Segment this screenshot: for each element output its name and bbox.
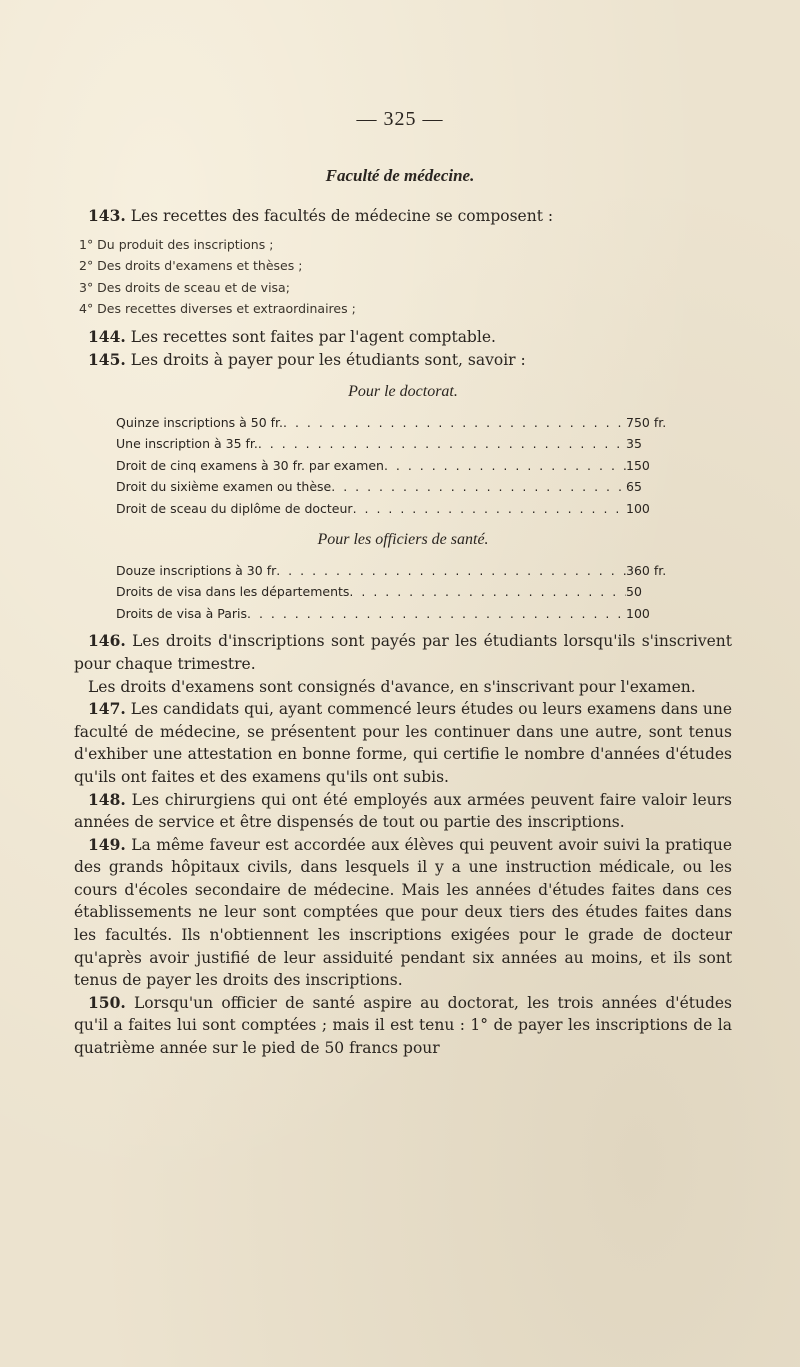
paragraph-145 [74,349,732,372]
list-item: 4° Des recettes diverses et extraordinaires ; [79,301,356,317]
paragraph-text: Lorsqu'un officier de santé aspire au doctorat, les trois années d'études qu'il a faites lui sont comptées ; mais il est tenu : 1° de payer les inscriptions de la quatrième année sur le pied de 50 francs pour [74,993,732,1058]
fee-label: Droits de visa à Paris [116,605,248,621]
fee-row [74,433,668,455]
paragraph-text: Les candidats qui, ayant commencé leurs études ou leurs examens dans une faculté de médecine, se présentent pour les continuer dans une autre, sont tenus d'exhiber une attestation en bonne forme, qui certifie le nombre d'années d'études qu'ils ont faites et des examens qu'ils ont subis. [74,700,733,786]
paragraph-text: Les chirurgiens qui ont été employés aux armées peuvent faire valoir leurs années de service et être dispensés de tout ou partie des inscriptions. [74,790,733,832]
fee-row [74,498,668,520]
fee-value: 35 [626,436,642,452]
fee-value: 50 [626,584,642,600]
section-title: Faculté de médecine. [325,166,475,185]
article-number: 146. [88,631,126,651]
fee-value: 360 fr. [626,562,667,578]
article-number: 143. [88,206,126,225]
page-number: — 325 — [356,108,444,130]
document-body [74,205,732,1060]
fee-row [74,603,668,625]
paragraph-148 [74,789,732,834]
doctorat-subtitle: Pour le doctorat. [348,383,458,401]
fee-label: Droit du sixième examen ou thèse [116,479,332,495]
paragraph-text: Les droits d'inscriptions sont payés par les étudiants lorsqu'ils s'inscrivent pour chaque trimestre. [74,632,732,673]
fee-label: Douze inscriptions à 30 fr [116,562,277,578]
article-number: 144. [88,326,126,346]
list-item: 2° Des droits d'examens et thèses ; [79,258,303,274]
fee-row [74,412,668,434]
fee-row [74,455,668,477]
fee-label: Quinze inscriptions à 50 fr. [116,414,284,430]
fee-value: 100 [626,605,650,621]
fee-row [74,560,668,582]
paragraph-146 [74,630,732,675]
article-number: 147. [88,699,126,719]
fee-value: 150 [626,457,650,473]
fee-label: Droits de visa dans les départements [116,584,350,600]
article-number: 145. [88,349,126,369]
fee-value: 750 fr. [626,414,667,430]
fee-label: Droit de sceau du diplôme de docteur [116,500,353,516]
fee-label: Droit de cinq examens à 30 fr. par examen [116,457,384,473]
paragraph-text: Les droits à payer pour les étudiants sont, savoir : [130,350,526,369]
paragraph-text: Les recettes des facultés de médecine se composent : [130,207,554,225]
fee-value: 65 [626,479,642,495]
paragraph-text: La même faveur est accordée aux élèves qui peuvent avoir suivi la pratique des grands hôpitaux civils, dans lesquels il y a une instruction médicale, ou les cours d'écoles secondaire de médecine. Mais les années d'études faites dans ces établissements ne leur sont comptées que pour deux tiers des études faites dans les facultés. Ils n'obtiennent les inscriptions exigées pour le grade de docteur qu'après avoir justifié de leur assiduité pendant six années au moins, et ils sont tenus de payer les droits des inscriptions. [74,835,732,990]
paragraph-144 [74,326,732,349]
article-number: 148. [88,789,126,809]
paragraph-147 [74,698,732,788]
fee-row [74,476,668,498]
fee-label: Une inscription à 35 fr. [116,436,258,452]
article-number: 150. [88,992,126,1012]
paragraph-149 [74,834,732,992]
list-item: 1° Du produit des inscriptions ; [79,236,274,252]
list-item: 3° Des droits de sceau et de visa; [79,279,290,295]
paragraph-146b: Les droits d'examens sont consignés d'avance, en s'inscrivant pour l'examen. [88,677,696,696]
article-number: 149. [88,834,126,854]
paragraph-143 [74,205,732,228]
fee-row [74,581,668,603]
officiers-subtitle: Pour les officiers de santé. [317,531,489,549]
fee-value: 100 [626,500,650,516]
paragraph-text: Les recettes sont faites par l'agent comptable. [130,327,496,346]
paragraph-150 [74,992,732,1060]
